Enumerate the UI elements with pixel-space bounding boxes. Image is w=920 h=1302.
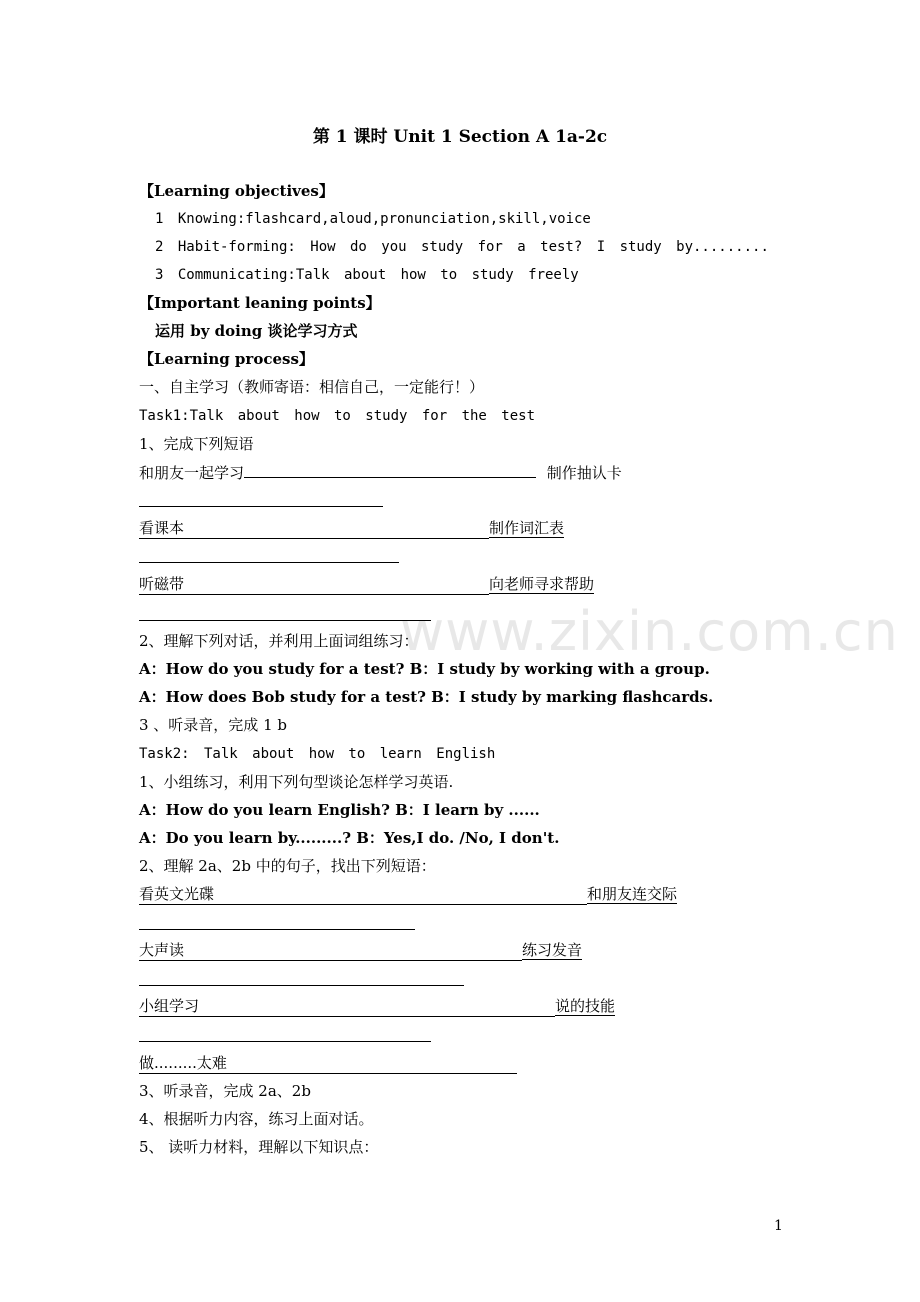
phrase-label: 看课本: [139, 518, 489, 539]
important-text: 运用 by doing 谈论学习方式: [155, 322, 358, 340]
task-1-question-2: 2、理解下列对话，并利用上面词组练习：: [139, 632, 419, 650]
phrase-row-1: [139, 462, 622, 483]
task-1-question-1: 1、完成下列短语: [139, 435, 254, 453]
task-1-question-3: 3 、听录音，完成 1 b: [139, 716, 287, 734]
phrase-label: 大声读: [139, 940, 522, 961]
phrase-row-6: [139, 996, 615, 1017]
phrase-label: 制作词汇表: [489, 519, 565, 537]
answer-blank[interactable]: [139, 506, 383, 507]
phrase-row-4: [139, 884, 677, 905]
dialogue-4: A：Do you learn by.........? B：Yes,I do. /No, I don't.: [139, 829, 560, 847]
task-1-heading: Task1:Talk about how to study for the test: [139, 408, 536, 424]
task-2-question-4: 4、根据听力内容，练习上面对话。: [139, 1110, 374, 1128]
important-heading: 【Important leaning points】: [139, 294, 381, 312]
phrase-label: 小组学习: [139, 996, 555, 1017]
answer-blank[interactable]: [139, 1041, 431, 1042]
answer-blank[interactable]: [139, 985, 464, 986]
phrase-row-5: [139, 940, 582, 961]
watermark: www.zixin.com.cn: [400, 600, 899, 663]
page-number: 1: [774, 1218, 783, 1234]
objective-2: 2 Habit-forming: How do you study for a test? I study by.........: [155, 239, 769, 255]
section-1-heading: 一、自主学习（教师寄语：相信自己，一定能行！）: [139, 378, 485, 396]
phrase-row-7: [139, 1053, 517, 1074]
objective-1: 1 Knowing:flashcard,aloud,pronunciation,skill,voice: [155, 211, 591, 227]
dialogue-3: A：How do you learn English? B：I learn by ......: [139, 801, 540, 819]
dialogue-2: A：How does Bob study for a test? B：I study by marking flashcards.: [139, 688, 714, 706]
phrase-label: 和朋友连交际: [587, 885, 678, 903]
phrase-row-3: [139, 574, 594, 595]
task-2-question-3: 3、听录音，完成 2a、2b: [139, 1082, 311, 1100]
phrase-label: 做.........太难: [139, 1053, 517, 1074]
answer-blank[interactable]: [244, 462, 536, 478]
task-2-question-1: 1、小组练习，利用下列句型谈论怎样学习英语.: [139, 773, 454, 791]
phrase-label: 和朋友一起学习: [139, 464, 245, 482]
task-2-question-2: 2、理解 2a、2b 中的句子，找出下列短语：: [139, 857, 436, 875]
objectives-heading: 【Learning objectives】: [139, 182, 334, 200]
process-heading: 【Learning process】: [139, 350, 314, 368]
task-2-heading: Task2: Talk about how to learn English: [139, 746, 496, 762]
dialogue-1: A：How do you study for a test? B：I study by working with a group.: [139, 660, 710, 678]
task-2-question-5: 5、 读听力材料，理解以下知识点：: [139, 1138, 379, 1156]
answer-blank[interactable]: [139, 562, 399, 563]
answer-blank[interactable]: [139, 929, 415, 930]
phrase-label: 向老师寻求帮助: [489, 575, 595, 593]
phrase-label: 制作抽认卡: [546, 464, 622, 482]
phrase-label: 看英文光碟: [139, 884, 587, 905]
objective-3: 3 Communicating:Talk about how to study freely: [155, 267, 579, 283]
phrase-row-2: [139, 518, 564, 539]
phrase-label: 说的技能: [555, 997, 616, 1015]
answer-blank[interactable]: [139, 620, 431, 621]
phrase-label: 听磁带: [139, 574, 489, 595]
phrase-label: 练习发音: [522, 941, 583, 959]
page-title: 第 1 课时 Unit 1 Section A 1a-2c: [312, 127, 608, 147]
